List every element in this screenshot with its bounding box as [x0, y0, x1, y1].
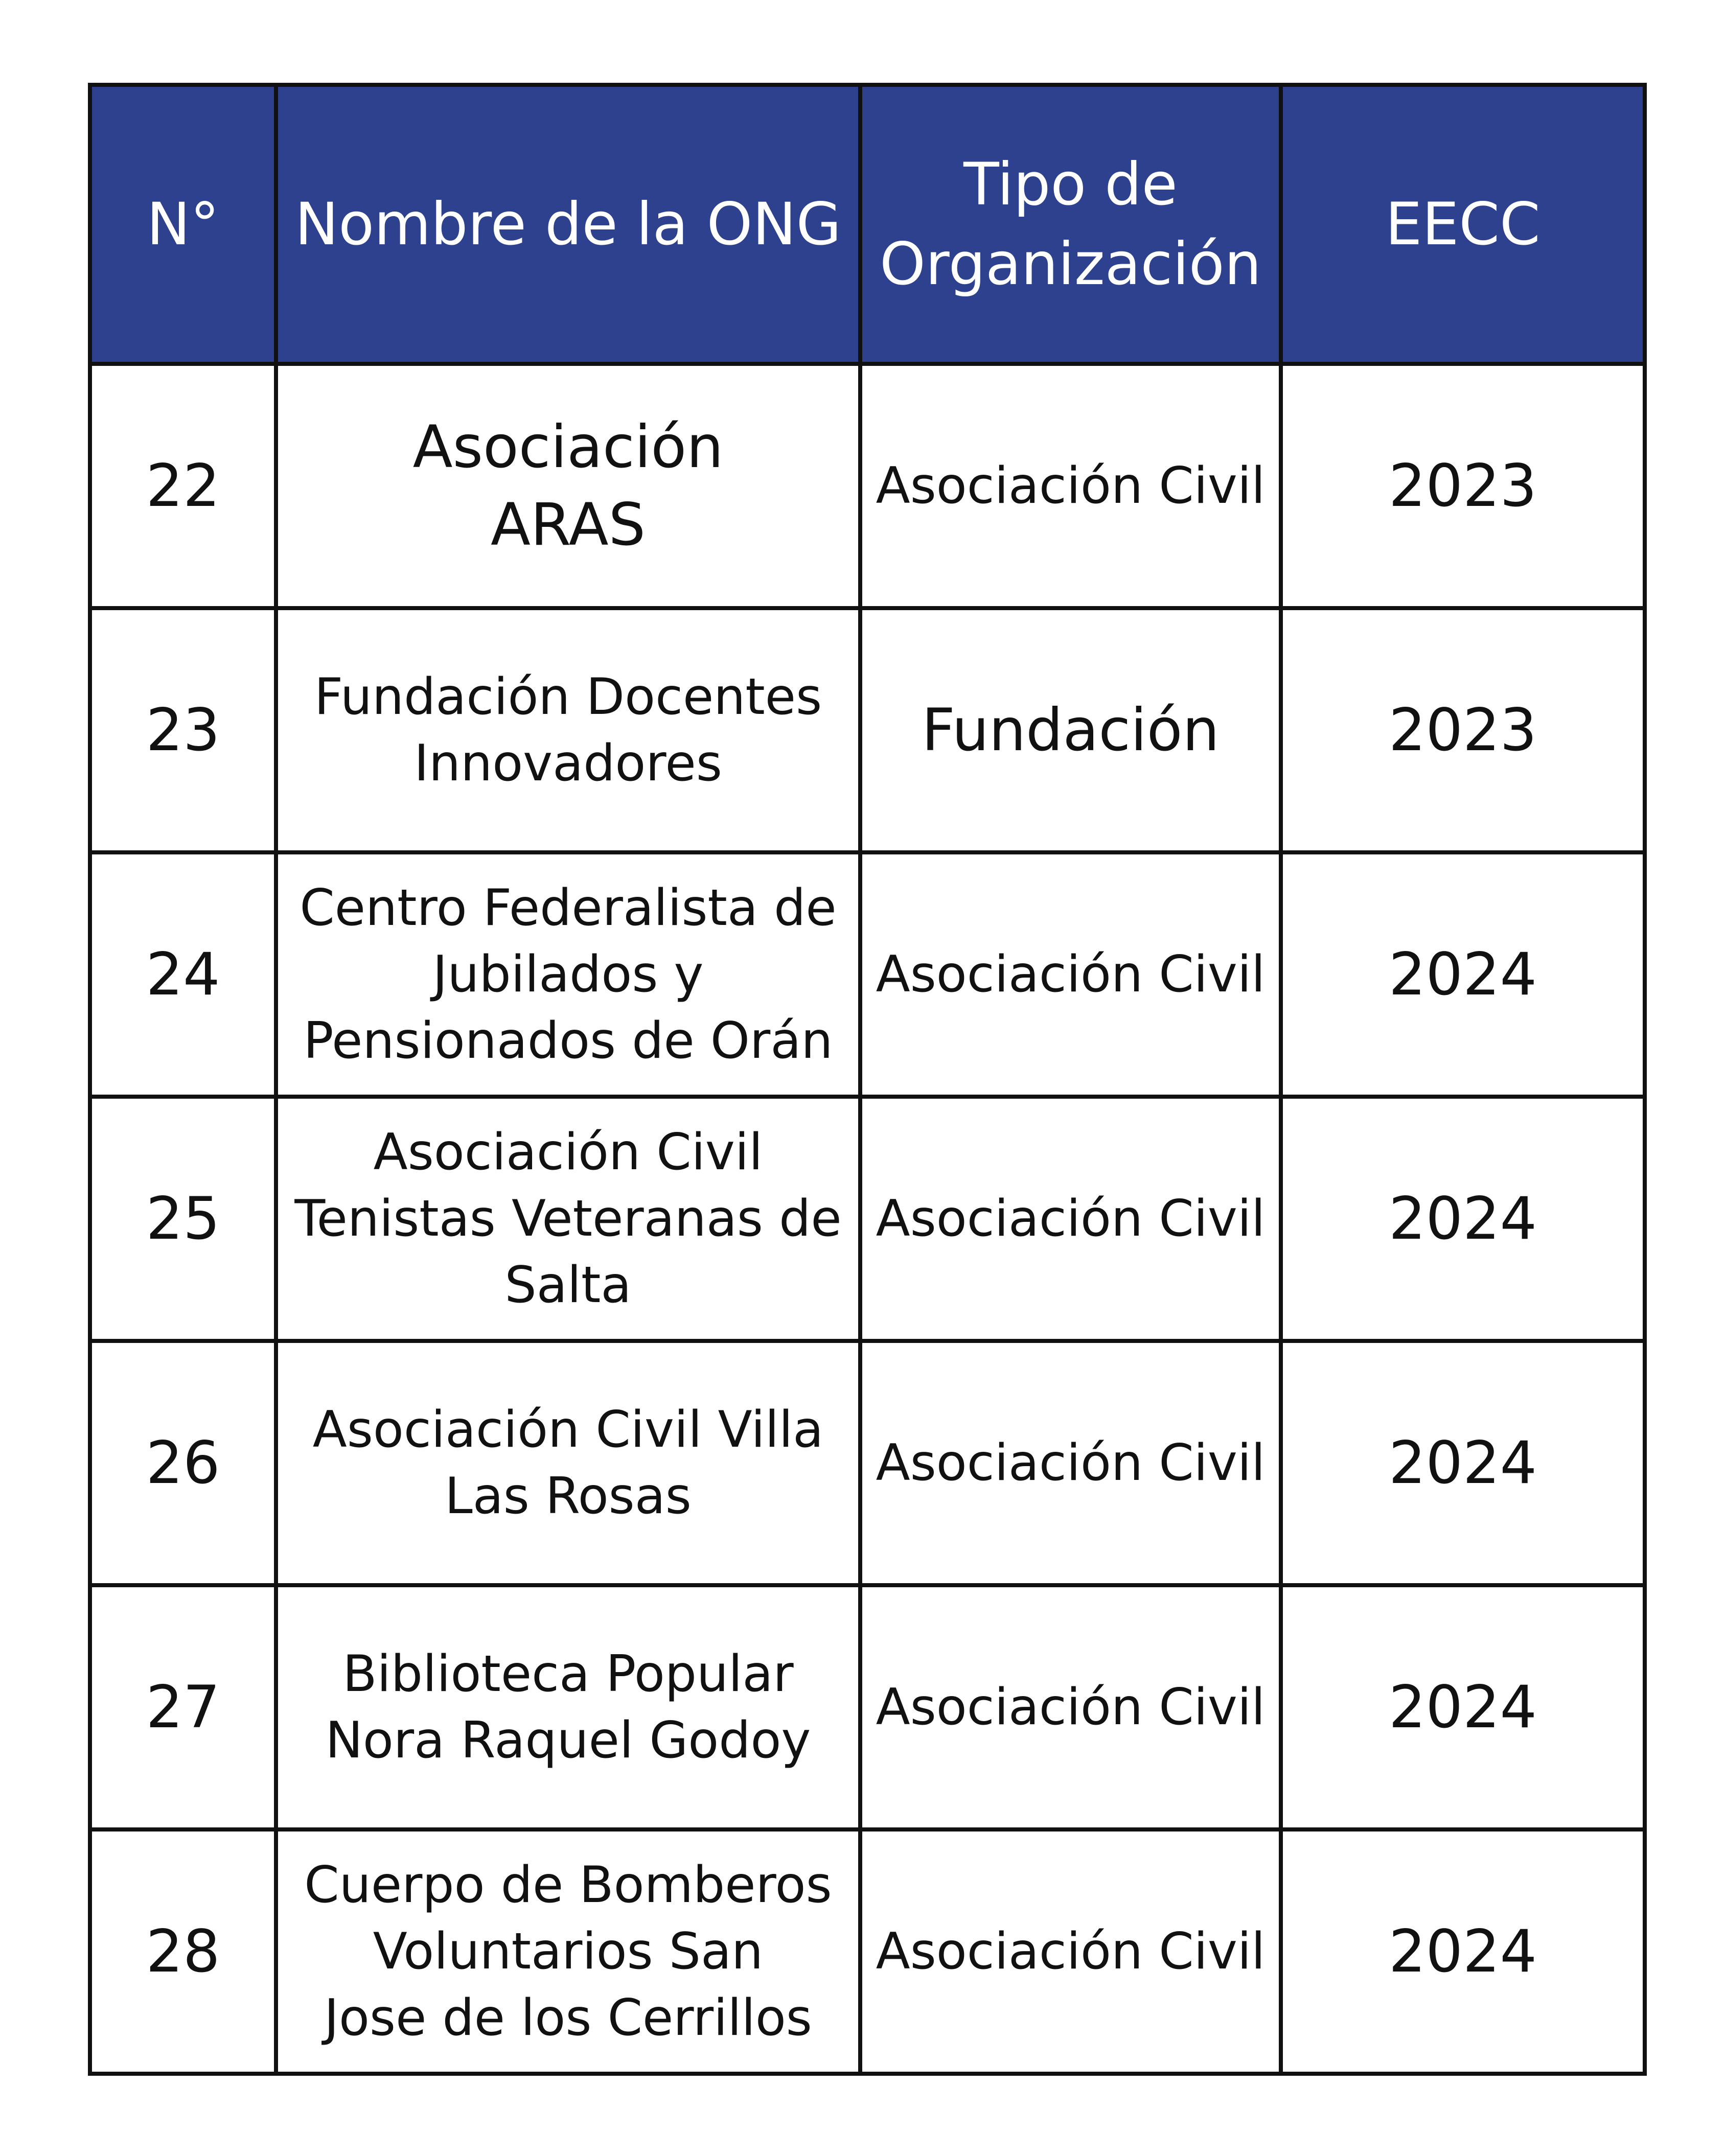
header-eecc: EECC: [1281, 85, 1645, 364]
row-type: Asociación Civil: [860, 364, 1281, 608]
row-eecc: 2024: [1281, 1341, 1645, 1585]
row-eecc: 2023: [1281, 364, 1645, 608]
row-name: Cuerpo de Bomberos Voluntarios San Jose de los Cerrillos: [276, 1829, 860, 2074]
table-header: [90, 85, 1645, 364]
row-eecc: 2024: [1281, 852, 1645, 1097]
row-number: 25: [90, 1097, 276, 1341]
row-eecc: 2024: [1281, 1097, 1645, 1341]
row-type: Asociación Civil: [860, 1341, 1281, 1585]
table-row: [90, 364, 1645, 608]
row-name: Centro Federalista de Jubilados y Pensionados de Orán: [276, 852, 860, 1097]
row-name: Biblioteca Popular Nora Raquel Godoy: [276, 1585, 860, 1829]
table-row: [90, 1341, 1645, 1585]
row-name: Asociación Civil Tenistas Veteranas de Salta: [276, 1097, 860, 1341]
row-number: 28: [90, 1829, 276, 2074]
header-number: N°: [90, 85, 276, 364]
row-type: Fundación: [860, 608, 1281, 852]
table-row: [90, 852, 1645, 1097]
row-number: 24: [90, 852, 276, 1097]
header-row: [90, 85, 1645, 364]
table-row: [90, 1829, 1645, 2074]
row-number: 22: [90, 364, 276, 608]
header-name: Nombre de la ONG: [276, 85, 860, 364]
header-type: Tipo de Organización: [860, 85, 1281, 364]
row-number: 23: [90, 608, 276, 852]
row-name: Fundación Docentes Innovadores: [276, 608, 860, 852]
row-number: 26: [90, 1341, 276, 1585]
row-name: Asociación Civil Villa Las Rosas: [276, 1341, 860, 1585]
row-type: Asociación Civil: [860, 1829, 1281, 2074]
row-type: Asociación Civil: [860, 1097, 1281, 1341]
row-type: Asociación Civil: [860, 852, 1281, 1097]
ong-table: [88, 83, 1647, 2076]
row-type: Asociación Civil: [860, 1585, 1281, 1829]
row-eecc: 2024: [1281, 1585, 1645, 1829]
row-eecc: 2024: [1281, 1829, 1645, 2074]
row-name: Asociación ARAS: [276, 364, 860, 608]
row-eecc: 2023: [1281, 608, 1645, 852]
table-body: [90, 364, 1645, 2074]
row-number: 27: [90, 1585, 276, 1829]
table-row: [90, 608, 1645, 852]
table-row: [90, 1097, 1645, 1341]
table-row: [90, 1585, 1645, 1829]
